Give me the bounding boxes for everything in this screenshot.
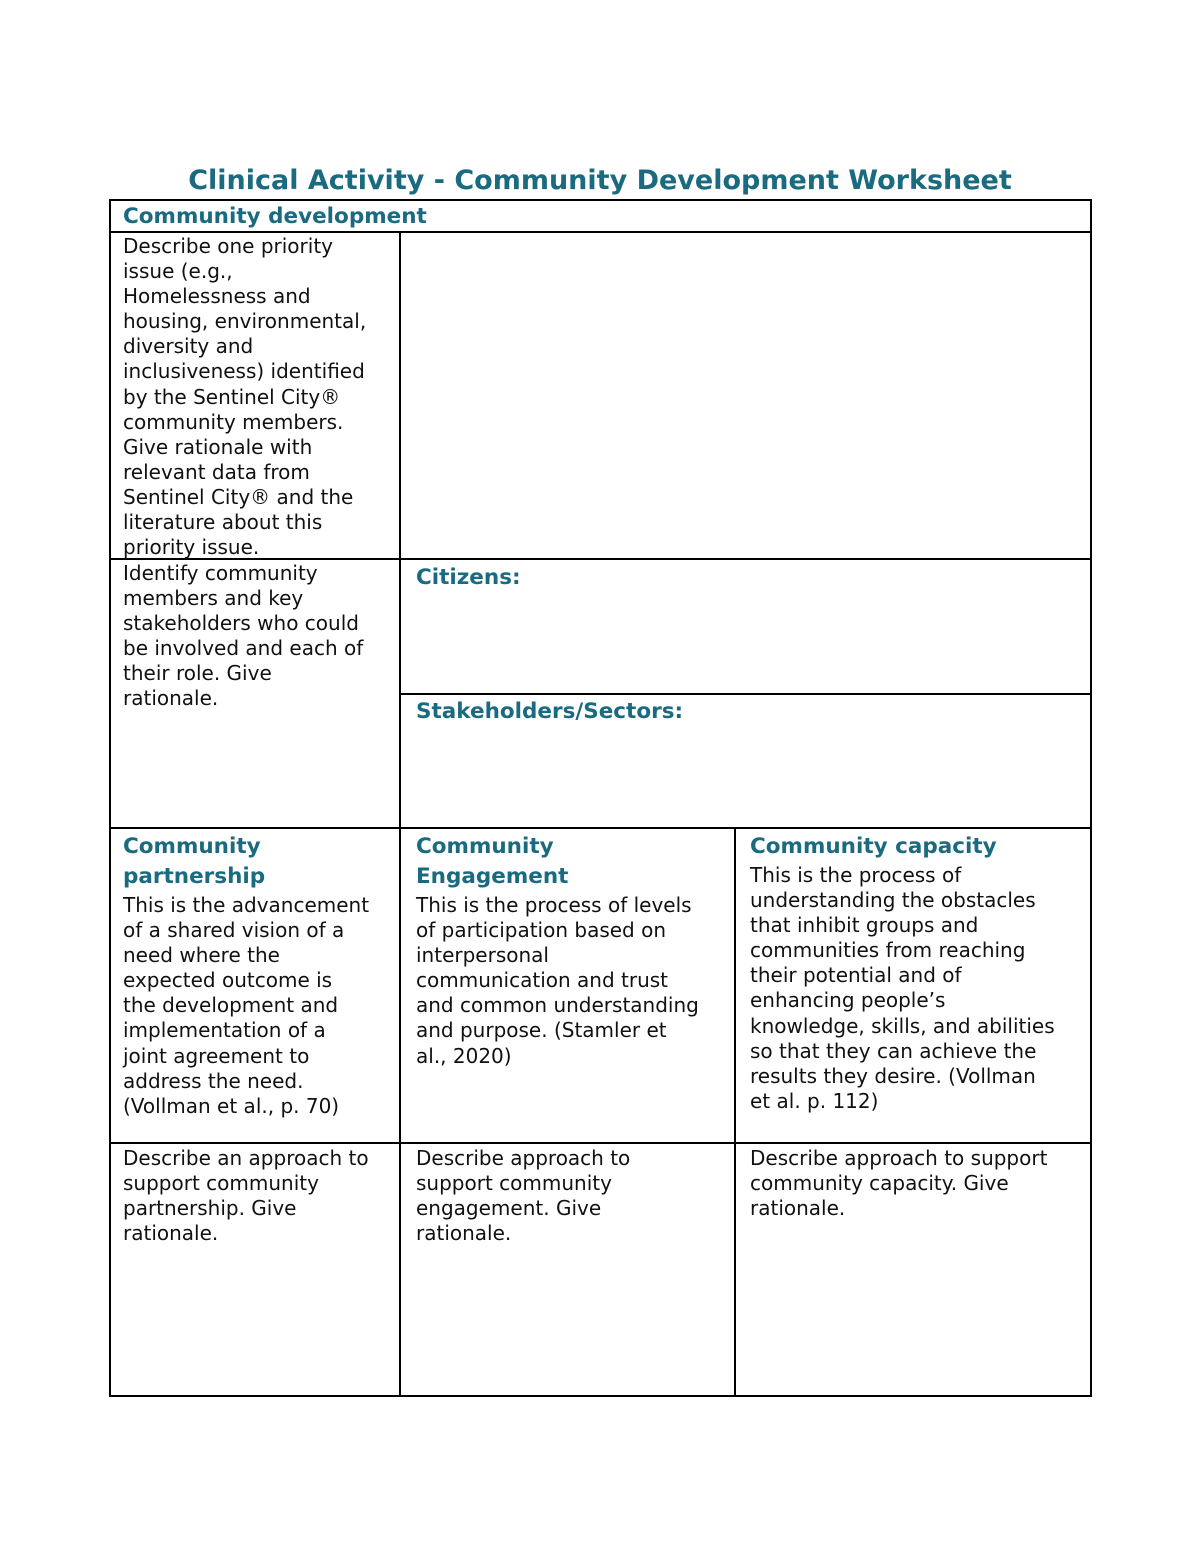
text-line: housing, environmental, (123, 309, 367, 334)
text-line: support community (123, 1171, 319, 1196)
text-line: rationale. (416, 1221, 512, 1246)
text-line: rationale. (123, 686, 219, 711)
heading-line: Community (123, 834, 261, 859)
text-line: community members. (123, 409, 344, 434)
capacity-heading (750, 832, 1085, 862)
text-line: Identify community (123, 561, 318, 585)
text-line: knowledge, skills, and abilities (750, 1013, 1055, 1038)
text-line: al., 2020) (416, 1043, 512, 1068)
engagement-approach-prompt[interactable] (416, 1146, 732, 1246)
text-line: address the need. (123, 1068, 304, 1093)
text-line: Give rationale with (123, 434, 313, 459)
text-line: Sentinel City® and the (123, 484, 354, 509)
text-line: interpersonal (416, 943, 549, 968)
text-line: priority issue. (123, 535, 260, 560)
text-line: rationale. (123, 1221, 219, 1246)
text-line: so that they can achieve the (750, 1038, 1037, 1063)
priority-issue-answer-cell[interactable] (402, 234, 1090, 557)
text-line: their potential and of (750, 963, 962, 988)
citizens-answer-cell[interactable] (402, 595, 1090, 692)
text-line: members and key (123, 586, 304, 611)
text-line: Describe approach to (416, 1146, 631, 1170)
capacity-definition (750, 863, 1088, 1114)
engagement-heading (416, 832, 726, 892)
text-line: of a shared vision of a (123, 918, 345, 943)
text-line: expected outcome is (123, 968, 333, 993)
divider-under-definitions (110, 1142, 1091, 1144)
text-line: This is the process of levels (416, 893, 692, 917)
text-line: Describe one priority (123, 234, 333, 258)
heading-line: Community (416, 834, 554, 859)
text-line: communication and trust (416, 968, 669, 993)
text-line: literature about this (123, 510, 323, 535)
stakeholders-prompt (123, 561, 393, 712)
text-line: understanding the obstacles (750, 888, 1036, 913)
partnership-definition (123, 893, 395, 1119)
text-line: et al. p. 112) (750, 1088, 879, 1113)
text-line: inclusiveness) identified (123, 359, 365, 384)
text-line: by the Sentinel City® (123, 384, 341, 409)
text-line: implementation of a (123, 1018, 326, 1043)
divider-third-column (734, 828, 736, 1396)
text-line: issue (e.g., (123, 259, 233, 284)
sectors-label: Stakeholders/Sectors: (416, 699, 684, 724)
text-line: Describe approach to support (750, 1146, 1048, 1170)
text-line: results they desire. (Vollman (750, 1063, 1036, 1088)
text-line: relevant data from (123, 459, 310, 484)
text-line: need where the (123, 943, 280, 968)
text-line: diversity and (123, 334, 254, 359)
heading-line: partnership (123, 864, 266, 889)
text-line: Homelessness and (123, 284, 311, 309)
text-line: engagement. Give (416, 1196, 602, 1221)
text-line: This is the advancement (123, 893, 370, 917)
partnership-approach-prompt[interactable] (123, 1146, 395, 1246)
text-line: community capacity. Give (750, 1171, 1009, 1196)
text-line: their role. Give (123, 661, 272, 686)
divider-left-column (399, 232, 401, 1396)
text-line: rationale. (750, 1196, 846, 1221)
text-line: and common understanding (416, 993, 699, 1018)
priority-issue-prompt (123, 234, 393, 560)
text-line: enhancing people’s (750, 988, 946, 1013)
capacity-approach-prompt[interactable] (750, 1146, 1088, 1221)
citizens-label: Citizens: (416, 565, 521, 590)
text-line: (Vollman et al., p. 70) (123, 1093, 340, 1118)
text-line: the development and (123, 993, 339, 1018)
text-line: support community (416, 1171, 612, 1196)
text-line: and purpose. (Stamler et (416, 1018, 667, 1043)
page-title: Clinical Activity - Community Development Worksheet (188, 165, 1012, 196)
text-line: stakeholders who could (123, 611, 359, 636)
sectors-answer-cell[interactable] (402, 729, 1090, 826)
text-line: partnership. Give (123, 1196, 297, 1221)
text-line: be involved and each of (123, 636, 364, 661)
text-line: that inhibit groups and (750, 913, 979, 938)
text-line: Describe an approach to (123, 1146, 369, 1170)
text-line: communities from reaching (750, 938, 1026, 963)
text-line: joint agreement to (123, 1043, 310, 1068)
divider-citizens-sectors (401, 693, 1091, 695)
divider-under-stakeholders (110, 827, 1091, 829)
partnership-heading (123, 832, 393, 892)
table-header: Community development (123, 204, 427, 229)
text-line: of participation based on (416, 918, 667, 943)
heading-line: Engagement (416, 864, 569, 889)
heading-line: Community capacity (750, 834, 997, 859)
engagement-definition (416, 893, 732, 1069)
text-line: This is the process of (750, 863, 962, 887)
